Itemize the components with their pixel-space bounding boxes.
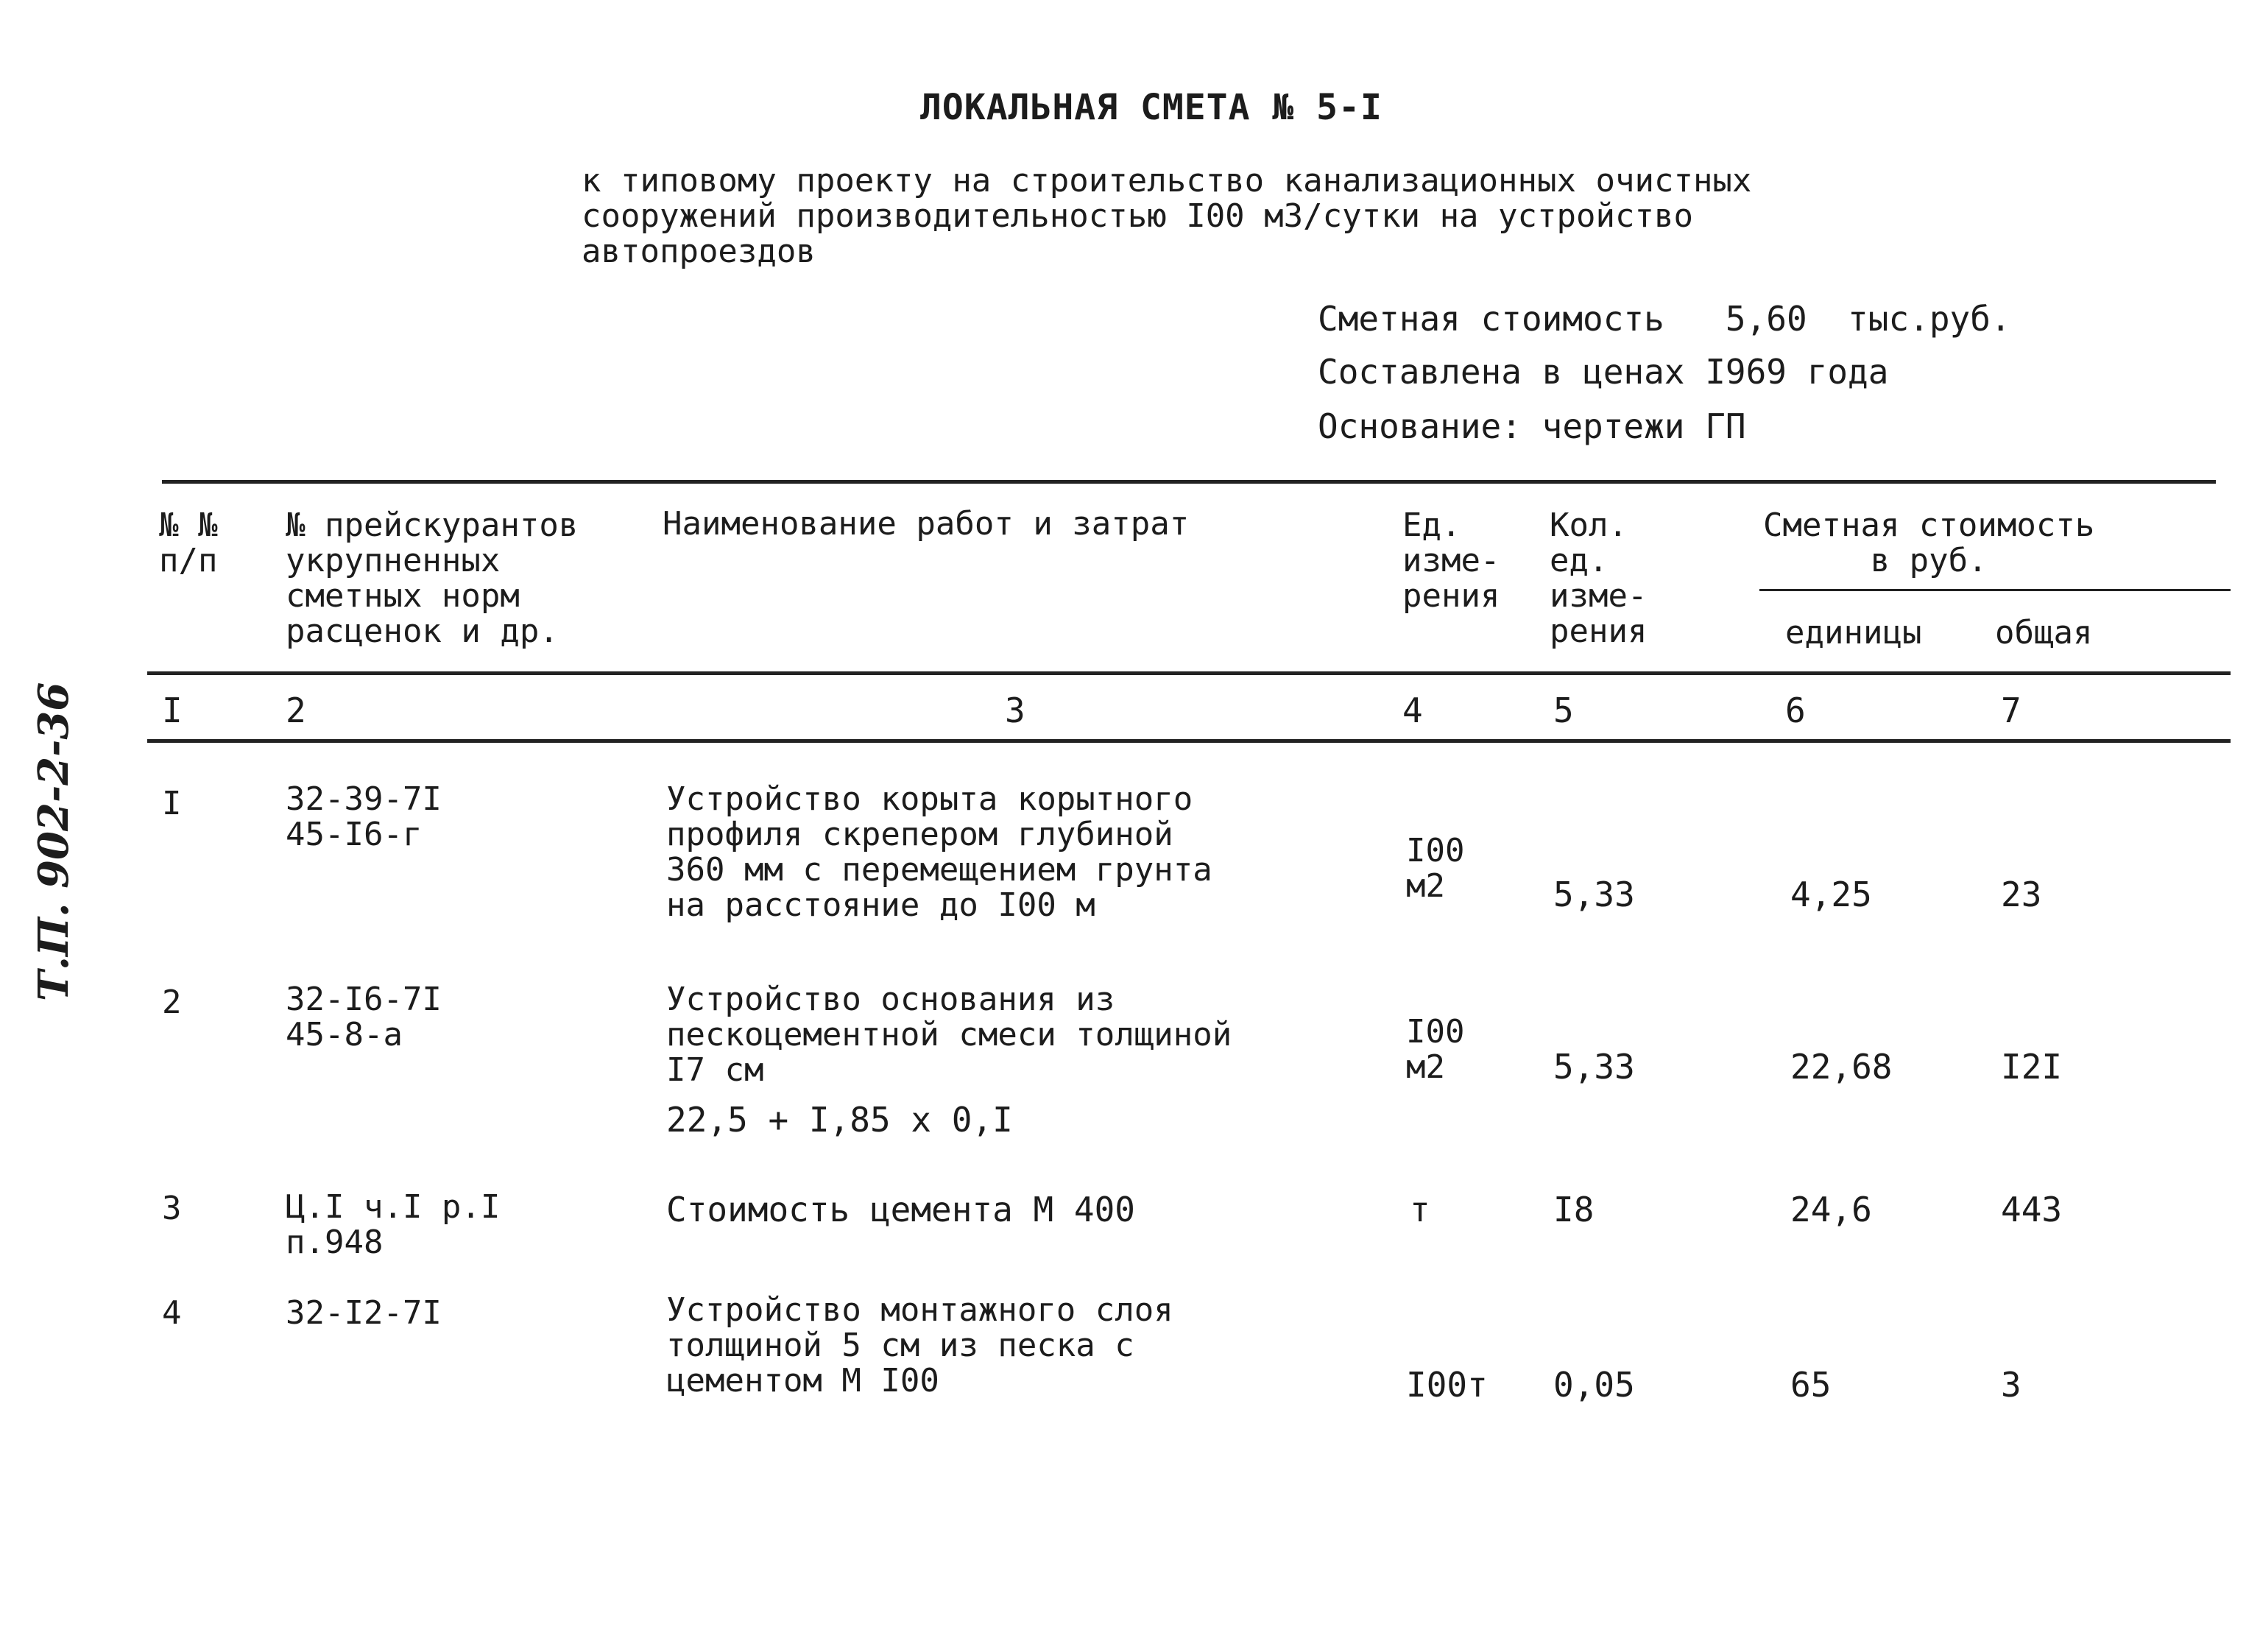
table-row-4-total: 3 [2001,1365,2021,1405]
table-row-4-unit-cost: 65 [1790,1365,1832,1405]
table-row-1-unit-cost: 4,25 [1790,875,1872,914]
cost-group-rule [1759,589,2231,591]
table-row-1-total: 23 [2001,875,2042,914]
column-numbers-rule [147,739,2231,743]
table-top-rule [162,480,2216,484]
side-stamp-note: Т.П. 902-2-36 [29,682,78,1001]
table-row-2-number: 2 [162,984,182,1021]
column-number-1: I [162,691,183,730]
document-subtitle: к типовому проекту на строительство канализационных очистных сооружений производительностью I00 м3/сутки на устройство автопроездов [582,162,1752,270]
table-row-3-work-name: Стоимость цемента М 400 [666,1190,1135,1229]
table-row-4-quantity: 0,05 [1553,1365,1635,1405]
table-row-1-unit: I00 м2 [1406,832,1465,905]
table-row-2-unit-cost: 22,68 [1790,1047,1893,1087]
column-number-2: 2 [286,691,306,730]
table-row-3-reference: Ц.I ч.I р.I п.948 [286,1188,501,1261]
header-unit: Ед. изме- рения [1402,506,1500,615]
header-cost-total: общая [1995,614,2093,652]
table-row-2-reference: 32-I6-7I 45-8-а [286,981,442,1053]
table-row-2-quantity: 5,33 [1553,1047,1635,1087]
table-row-4-unit: I00т [1406,1365,1488,1405]
column-number-4: 4 [1402,691,1423,730]
column-number-7: 7 [2001,691,2021,730]
estimated-cost-line: Сметная стоимость 5,60 тыс.руб. [1318,299,2011,339]
table-row-2-unit: I00 м2 [1406,1013,1465,1086]
table-row-3-total: 443 [2001,1190,2063,1229]
table-row-2-total: I2I [2001,1047,2063,1087]
table-row-3-unit: т [1410,1190,1430,1229]
table-row-3-quantity: I8 [1553,1190,1595,1229]
basis-line: Основание: чертежи ГП [1318,406,1746,446]
header-price-reference: № прейскурантов укрупненных сметных норм расценок и др. [286,506,579,650]
column-number-6: 6 [1785,691,1806,730]
document-title: ЛОКАЛЬНАЯ СМЕТА № 5-I [920,87,1383,128]
table-row-1-reference: 32-39-7I 45-I6-г [286,780,442,853]
table-row-1-number: I [162,785,182,822]
table-row-2-formula: 22,5 + I,85 х 0,I [666,1100,1013,1140]
table-row-3-number: 3 [162,1190,182,1227]
table-row-1-work-name: Устройство корыта корытного профиля скрепером глубиной 360 мм с перемещением грунта на расстояние до I00 м [666,780,1212,924]
header-work-name: Наименование работ и затрат [663,505,1190,543]
prices-year-line: Составлена в ценах I969 года [1318,352,1889,392]
table-row-4-number: 4 [162,1294,182,1332]
column-number-3: 3 [1005,691,1025,730]
column-number-5: 5 [1553,691,1574,730]
table-row-3-unit-cost: 24,6 [1790,1190,1872,1229]
table-row-2-work-name: Устройство основания из пескоцементной смеси толщиной I7 см [666,981,1232,1089]
header-item-number: № № п/п [159,506,218,579]
table-row-1-quantity: 5,33 [1553,875,1635,914]
header-cost-per-unit: единицы [1785,614,1922,652]
table-row-4-work-name: Устройство монтажного слоя толщиной 5 см из песка с цементом М I00 [666,1291,1173,1399]
header-bottom-rule [147,671,2231,675]
table-row-4-reference: 32-I2-7I [286,1294,442,1332]
header-quantity: Кол. ед. изме- рения [1550,506,1648,650]
header-estimated-cost: Сметная стоимость в руб. [1763,506,2095,579]
